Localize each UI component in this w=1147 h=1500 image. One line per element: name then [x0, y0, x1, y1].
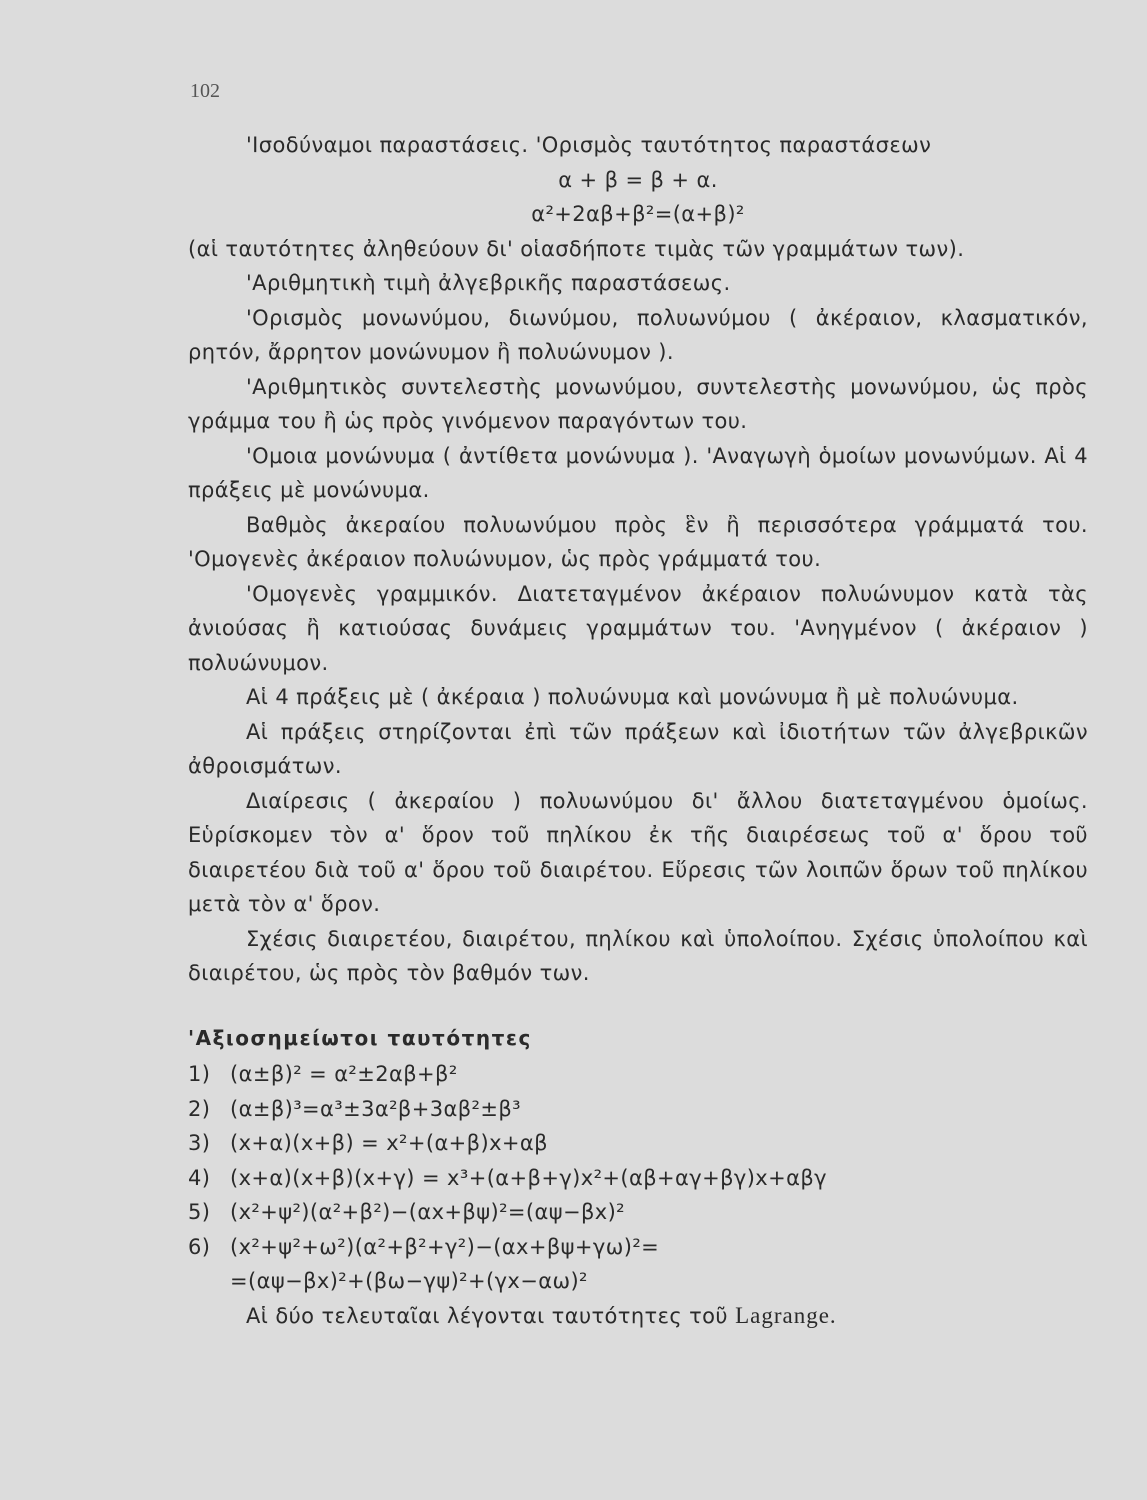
formula-expression: (α±β)² = α²±2αβ+β²: [230, 1062, 458, 1086]
formula-commutative: α + β = β + α.: [558, 167, 718, 192]
paragraph-coefficient: 'Αριθμητικὸς συντελεστὴς μονωνύμου, συντελεστὴς μονωνύμου, ὡς πρὸς γράμμα του ἢ ὡς πρὸς γινόμενον παραγόντων του.: [188, 374, 1088, 433]
formula-expression: (α±β)³=α³±3α²β+3αβ²±β³: [230, 1096, 521, 1121]
formula-expression: =(αψ−βx)²+(βω−γψ)²+(γx−αω)²: [230, 1269, 588, 1293]
page-number: 102: [190, 80, 220, 102]
formula-number: 3): [188, 1131, 211, 1155]
formula-number: 1): [188, 1062, 211, 1086]
closing-text: Αἱ δύο τελευταῖαι λέγονται ταυτότητες τοῦ: [246, 1303, 728, 1328]
paragraph-identities-note: (αἱ ταυτότητες ἀληθεύουν δι' οἱασδήποτε τιμὰς τῶν γραμμάτων των).: [188, 236, 965, 261]
identity-formula: [188, 1057, 1088, 1092]
identity-formula-continuation: [188, 1264, 1088, 1299]
paragraph-degree: Βαθμὸς ἀκεραίου πολυωνύμου πρὸς ἓν ἢ περισσότερα γράμματά του. 'Ομογενὲς ἀκέραιον πολυώνυμον, ὡς πρὸς γράμματά του.: [188, 512, 1088, 571]
identity-formula: [188, 1092, 1088, 1127]
paragraph-monomial-definition: 'Ορισμὸς μονωνύμου, διωνύμου, πολυωνύμου ( ἀκέραιον, κλασματικόν, ρητόν, ἄρρητον μονώνυμον ἢ πολυώνυμον ).: [188, 305, 1088, 364]
formula-number: 4): [188, 1165, 211, 1190]
formula-expression: (x+α)(x+β) = x²+(α+β)x+αβ: [230, 1131, 548, 1155]
formula-expression: (x+α)(x+β)(x+γ) = x³+(α+β+γ)x²+(αβ+αγ+βγ)x+αβγ: [230, 1165, 827, 1190]
page-body: [188, 128, 1088, 1333]
paragraph-operations-basis: Αἱ πράξεις στηρίζονται ἐπὶ τῶν πράξεων καὶ ἰδιοτήτων τῶν ἀλγεβρικῶν ἀθροισμάτων.: [188, 719, 1088, 778]
section-heading: 'Αξιοσημείωτοι ταυτότητες: [188, 1025, 532, 1050]
paragraph-division-relations: Σχέσις διαιρετέου, διαιρέτου, πηλίκου καὶ ὑπολοίπου. Σχέσις ὑπολοίπου καὶ διαιρέτου, ὡς πρὸς τὸν βαθμόν των.: [188, 926, 1088, 985]
paragraph-four-operations: Αἱ 4 πράξεις μὲ ( ἀκέραια ) πολυώνυμα καὶ μονώνυμα ἢ μὲ πολυώνυμα.: [246, 685, 1019, 709]
lagrange-name: Lagrange.: [735, 1302, 837, 1328]
formula-square: α²+2αβ+β²=(α+β)²: [531, 202, 745, 226]
paragraph-similar-monomials: 'Ομοια μονώνυμα ( ἀντίθετα μονώνυμα ). 'Αναγωγὴ ὁμοίων μονωνύμων. Αἱ 4 πράξεις μὲ μονώνυμα.: [188, 443, 1088, 502]
identity-formula: [188, 1161, 1088, 1196]
paragraph-homogeneous: 'Ομογενὲς γραμμικόν. Διατεταγμένον ἀκέραιον πολυώνυμον κατὰ τὰς ἀνιούσας ἢ κατιούσας δυνάμεις γραμμάτων του. 'Ανηγμένον ( ἀκέραιον ) πολυώνυμον.: [188, 581, 1088, 675]
formula-number: 5): [188, 1200, 211, 1224]
identity-formula: [188, 1230, 1088, 1265]
identity-formula: [188, 1195, 1088, 1230]
formula-expression: (x²+ψ²)(α²+β²)−(αx+βψ)²=(αψ−βx)²: [230, 1200, 626, 1224]
paragraph-numeric-value: 'Αριθμητικὴ τιμὴ ἀλγεβρικῆς παραστάσεως.: [246, 271, 731, 295]
identity-formula: [188, 1126, 1088, 1161]
formula-number: 2): [188, 1096, 211, 1121]
paragraph-equivalent-expressions: 'Ισοδύναμοι παραστάσεις. 'Ορισμὸς ταυτότητος παραστάσεων: [246, 133, 932, 157]
formula-expression: (x²+ψ²+ω²)(α²+β²+γ²)−(αx+βψ+γω)²=: [230, 1234, 660, 1259]
formula-number: [188, 1264, 230, 1299]
closing-line: [188, 1299, 1088, 1334]
paragraph-division: Διαίρεσις ( ἀκεραίου ) πολυωνύμου δι' ἄλλου διατεταγμένου ὁμοίως. Εὑρίσκομεν τὸν α' ὅρον τοῦ πηλίκου ἐκ τῆς διαιρέσεως τοῦ α' ὅρου τοῦ διαιρετέου διὰ τοῦ α' ὅρου τοῦ διαιρέτου. Εὕρεσις τῶν λοιπῶν ὅρων τοῦ πηλίκου μετὰ τὸν α' ὅρον.: [188, 788, 1088, 916]
formula-number: 6): [188, 1234, 211, 1259]
